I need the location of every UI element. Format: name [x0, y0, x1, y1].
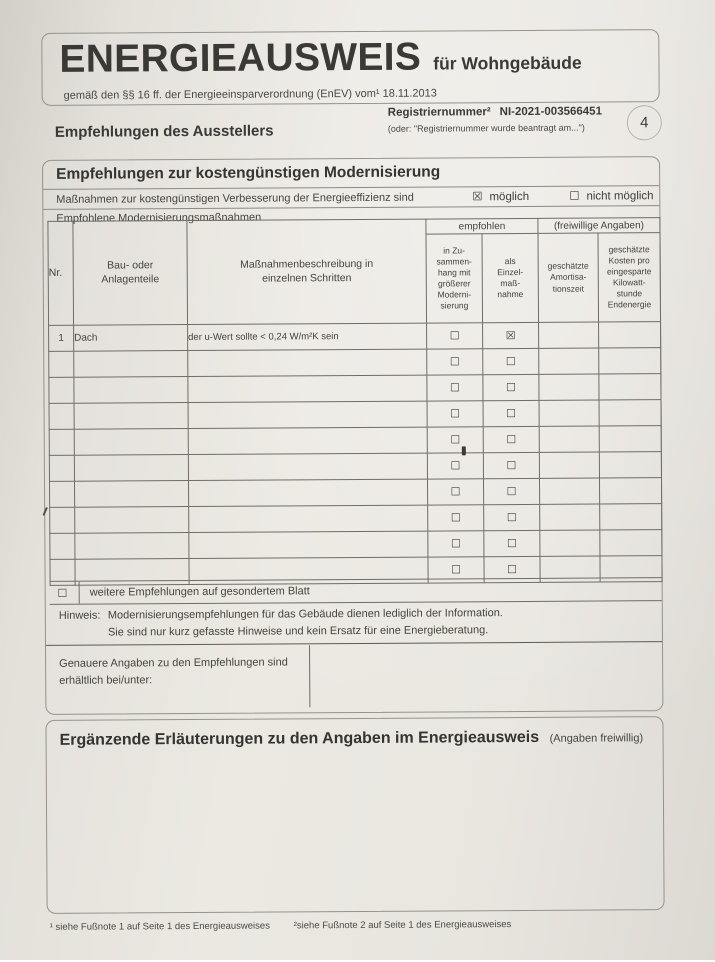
context-checkbox: ☐	[428, 505, 484, 531]
more-recommendations-label: weitere Empfehlungen auf gesondertem Blatt	[89, 585, 310, 599]
row-nr	[49, 377, 74, 403]
divider	[43, 205, 659, 210]
col-header-nr: Nr.	[48, 221, 74, 325]
row-desc	[188, 427, 427, 454]
context-checkbox: ☐	[428, 557, 484, 583]
cost-cell	[599, 400, 661, 426]
more-recommendations-row	[50, 577, 662, 605]
supplement-heading: Ergänzende Erläuterungen zu den Angaben im Energieausweis	[59, 728, 540, 749]
col-header-single: als Einzel- maß- nahme	[482, 233, 539, 322]
registry-number-label: Registriernummer²	[387, 106, 491, 119]
document-title: ENERGIEAUSWEIS	[59, 35, 422, 81]
page-number-badge	[627, 105, 662, 140]
issuer-section-label: Empfehlungen des Ausstellers	[54, 122, 274, 141]
row-nr	[50, 481, 75, 507]
row-desc	[189, 479, 428, 506]
single-checkbox: ☐	[484, 556, 540, 582]
cost-cell	[599, 322, 661, 348]
amortization-cell	[539, 400, 599, 426]
row-nr	[50, 533, 75, 559]
table-row	[50, 504, 662, 534]
not-possible-label: nicht möglich	[586, 190, 654, 203]
hint-label: Hinweis:	[58, 609, 101, 622]
regulation-subtitle: gemäß den §§ 16 ff. der Energieeinsparverordnung (EnEV) vom¹ 18.11.2013	[63, 87, 437, 102]
row-desc	[188, 453, 427, 480]
row-part	[74, 403, 188, 430]
measures-table-caption: Empfohlene Modernisierungsmaßnahmen	[56, 211, 262, 225]
amortization-cell	[539, 348, 599, 374]
cost-cell	[599, 426, 661, 452]
amortization-cell	[540, 478, 600, 504]
context-checkbox: ☐	[427, 349, 483, 375]
row-desc: der u-Wert sollte < 0,24 W/m²K sein	[188, 323, 427, 350]
row-nr	[49, 429, 74, 455]
divider	[46, 641, 662, 646]
table-row	[49, 374, 661, 404]
row-part	[74, 377, 188, 404]
single-checkbox: ☐	[483, 374, 539, 400]
amortization-cell	[539, 322, 599, 348]
efficiency-statement: Maßnahmen zur kostengünstigen Verbesserung der Energieeffizienz sind	[56, 191, 414, 206]
col-header-context: in Zu- sammen- hang mit größerer Moderni- sierung	[426, 234, 483, 323]
cost-cell	[600, 530, 662, 556]
amortization-cell	[539, 374, 599, 400]
amortization-cell	[539, 426, 599, 452]
col-header-desc: Maßnahmenbeschreibung in einzelnen Schritten	[187, 219, 427, 324]
details-source-line-1: Genauere Angaben zu den Empfehlungen sind	[59, 656, 288, 670]
table-row	[50, 530, 662, 560]
amortization-cell	[540, 530, 600, 556]
hint-line-1: Modernisierungsempfehlungen für das Gebäude dienen lediglich der Information.	[107, 607, 503, 622]
option-not-possible	[569, 188, 653, 203]
row-desc	[188, 349, 427, 376]
row-desc	[188, 375, 427, 402]
supplement-heading-row	[60, 728, 644, 750]
cost-cell	[600, 478, 662, 504]
table-row	[49, 426, 661, 456]
table-row	[49, 348, 661, 378]
row-nr	[49, 403, 74, 429]
row-nr	[49, 351, 74, 377]
footnote-2: ²siehe Fußnote 2 auf Seite 1 des Energieausweises	[293, 919, 512, 932]
possible-label: möglich	[489, 190, 530, 204]
row-nr: 1	[49, 325, 74, 351]
cost-cell	[599, 348, 661, 374]
registry-number-value: NI-2021-003566451	[499, 105, 602, 119]
amortization-cell	[540, 504, 600, 530]
table-row	[49, 400, 661, 430]
supplement-note: (Angaben freiwillig)	[549, 732, 644, 745]
context-checkbox: ☐	[427, 375, 483, 401]
single-checkbox: ☐	[483, 452, 539, 478]
group-header-recommended: empfohlen	[426, 218, 538, 234]
registry-number-note: (oder: "Registriernummer wurde beantragt am...")	[387, 122, 585, 134]
modernization-box	[42, 156, 663, 715]
table-row	[49, 322, 661, 352]
cost-cell	[600, 504, 662, 530]
amortization-cell	[539, 452, 599, 478]
footnote-1: ¹ siehe Fußnote 1 auf Seite 1 des Energieausweises	[49, 920, 270, 933]
single-checkbox: ☐	[483, 426, 539, 452]
document-title-suffix: für Wohngebäude	[433, 52, 582, 74]
single-checkbox: ☐	[483, 478, 539, 504]
single-checkbox: ☐	[484, 530, 540, 556]
cost-cell	[599, 452, 661, 478]
table-row	[50, 478, 662, 508]
group-header-voluntary: (freiwillige Angaben)	[538, 218, 660, 234]
row-part	[75, 507, 189, 534]
ink-mark	[462, 446, 466, 455]
context-checkbox: ☐	[428, 531, 484, 557]
more-recommendations-checkbox: ☐	[50, 582, 80, 604]
context-checkbox: ☐	[427, 427, 483, 453]
row-part	[74, 429, 188, 456]
modernization-heading: Empfehlungen zur kostengünstigen Modernisierung	[56, 163, 441, 183]
col-header-amortization: geschätzte Amortisa- tionszeit	[538, 233, 599, 322]
single-checkbox: ☐	[484, 504, 540, 530]
row-part: Dach	[74, 325, 188, 352]
measures-table-body	[49, 322, 663, 586]
context-checkbox: ☐	[427, 479, 483, 505]
col-header-part: Bau- oder Anlagenteile	[73, 221, 188, 326]
context-checkbox: ☐	[427, 401, 483, 427]
supplement-box	[45, 716, 664, 914]
row-nr	[49, 455, 74, 481]
details-source-line-2: erhältlich bei/unter:	[59, 674, 153, 687]
page-number: 4	[640, 114, 649, 132]
document-title-row	[59, 35, 581, 82]
row-part	[75, 533, 189, 560]
row-desc	[189, 505, 428, 532]
header-box	[41, 29, 659, 106]
divider	[43, 185, 659, 190]
context-checkbox: ☐	[427, 323, 483, 349]
option-possible	[472, 189, 529, 203]
single-checkbox: ☐	[483, 400, 539, 426]
context-checkbox: ☐	[427, 453, 483, 479]
table-row	[49, 452, 661, 482]
measures-table	[47, 217, 662, 586]
row-part	[74, 455, 188, 482]
single-checkbox: ☐	[483, 348, 539, 374]
not-possible-checkbox: ☐	[569, 188, 584, 203]
registry-number	[388, 105, 602, 118]
hint-line-2: Sie sind nur kurz gefasste Hinweise und kein Ersatz für eine Energieberatung.	[107, 624, 489, 639]
details-field-divider	[309, 645, 310, 707]
row-desc	[189, 531, 428, 558]
row-part	[74, 351, 188, 378]
row-nr	[50, 507, 75, 533]
cost-cell	[599, 374, 661, 400]
row-part	[75, 481, 189, 508]
col-header-cost: geschätzte Kosten pro eingesparte Kilowatt- stunde Endenergie	[598, 233, 661, 322]
row-desc	[188, 401, 427, 428]
single-checkbox: ☒	[483, 322, 539, 348]
possible-checkbox: ☒	[472, 189, 487, 204]
